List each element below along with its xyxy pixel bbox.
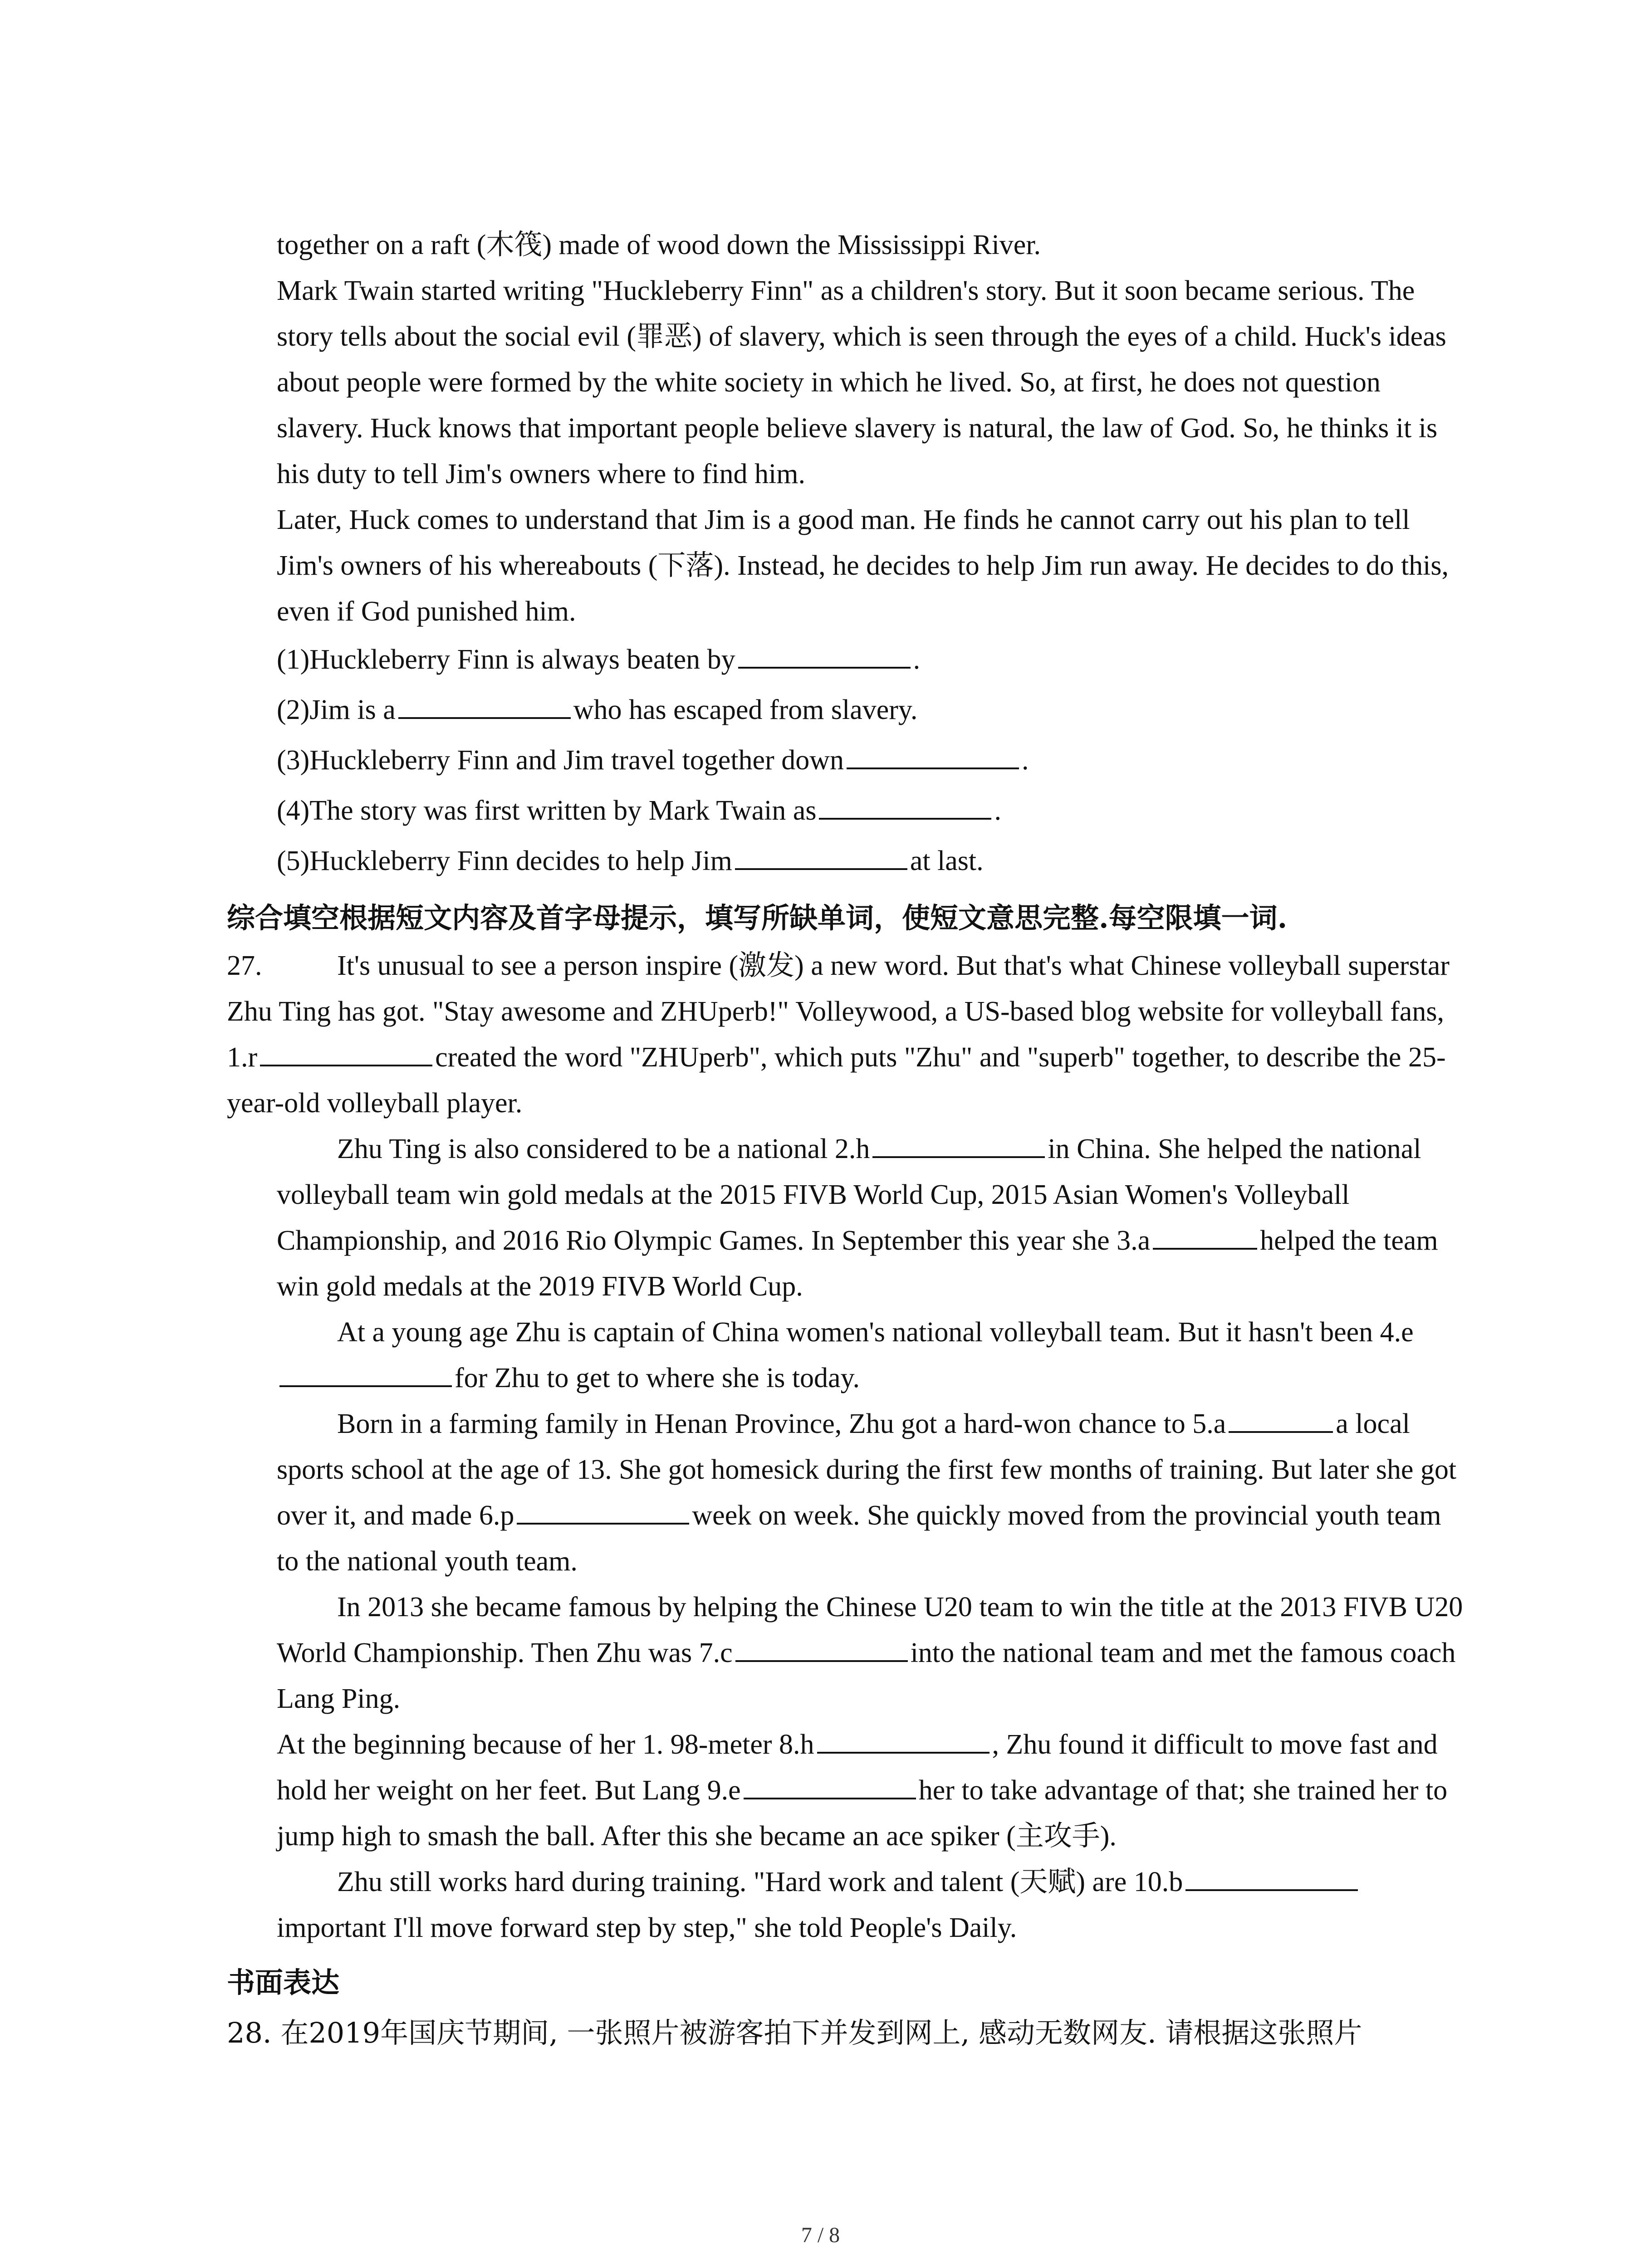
cloze-text: week on week. She quickly moved from the provincial youth team to the national youth team. [277,1500,1441,1577]
cloze-text: helped the team win gold medals at the 2019 FIVB World Cup. [277,1225,1438,1302]
cloze-paragraph-3 [277,1310,1465,1401]
question-number: 28. [227,2016,272,2049]
answer-blank-4[interactable] [279,1359,452,1387]
passage-paragraph-2: Mark Twain started writing "Huckleberry Finn" as a children's story. But it soon became serious. The story tells about the social evil (罪恶) of slavery, which is seen through the eyes of a child. Huck's ideas about people were formed by the white society in which he lived. So, at first, he does not question slavery. Huck knows that important people believe slavery is natural, the law of God. So, he thinks it is his duty to tell Jim's owners where to find him. [277,275,1446,489]
answer-blank-10[interactable] [1185,1863,1358,1891]
cloze-text: for Zhu to get to where she is today. [455,1363,860,1393]
question-5 [277,836,1465,886]
question-text: (4)The story was first written by Mark Twain as [277,795,817,826]
cloze-text: her to take advantage of that; she trained her to jump high to smash the ball. After this she became an ace spiker (主攻手). [277,1775,1448,1852]
question-text: (5)Huckleberry Finn decides to help Jim [277,846,732,876]
question-text: (3)Huckleberry Finn and Jim travel together down [277,745,844,776]
cloze-paragraph-1 [227,943,1465,1126]
answer-blank-6[interactable] [517,1496,689,1525]
answer-blank-1[interactable] [260,1038,432,1066]
question-text: . [994,795,1001,826]
answer-blank[interactable] [398,691,571,719]
answer-blank-8[interactable] [817,1725,989,1754]
question-text: at last. [910,846,984,876]
section-heading-writing: 书面表达 [227,1966,340,1999]
writing-prompt-text: 在2019年国庆节期间, 一张照片被游客拍下并发到网上, 感动无数网友. 请根据这张照片 [280,2016,1362,2049]
cloze-text: Zhu still works hard during training. "Hard work and talent (天赋) are 10.b [337,1867,1183,1897]
question-2 [277,685,1465,735]
answer-blank[interactable] [735,842,907,870]
passage-paragraph-1: together on a raft (木筏) made of wood down the Mississippi River. [277,230,1041,260]
writing-prompt [227,2008,1465,2058]
question-text: (2)Jim is a [277,694,396,725]
question-text: (1)Huckleberry Finn is always beaten by [277,644,735,675]
cloze-text: a local sports school at the age of 13. She got homesick during the first few months of training. But later she got over it, and made 6.p [277,1408,1457,1531]
question-text: who has escaped from slavery. [573,694,918,725]
answer-blank-3[interactable] [1153,1222,1257,1250]
answer-blank[interactable] [847,741,1019,769]
cloze-paragraph-7 [277,1859,1465,1951]
section-heading-cloze: 综合填空根据短文内容及首字母提示，填写所缺单词，使短文意思完整.每空限填一词. [227,901,1288,934]
cloze-paragraph-6 [277,1722,1465,1859]
cloze-text: At a young age Zhu is captain of China women's national volleyball team. But it hasn't been 4.e [337,1317,1414,1348]
cloze-text: It's unusual to see a person inspire (激发) a new word. But that's what Chinese volleyball superstar Zhu Ting has got. "Stay awesome and ZHUperb!" Volleywood, a US-based blog website for volleyball fans, 1.r [227,950,1450,1073]
answer-blank[interactable] [738,640,911,669]
answer-blank-7[interactable] [735,1634,908,1662]
cloze-text: into the national team and met the famous coach Lang Ping. [277,1637,1456,1714]
cloze-text: created the word "ZHUperb", which puts "Zhu" and "superb" together, to describe the 25-year-old volleyball player. [227,1042,1446,1119]
cloze-text: important I'll move forward step by step," she told People's Daily. [277,1912,1017,1943]
cloze-paragraph-4 [277,1401,1465,1584]
passage-paragraph-3: Later, Huck comes to understand that Jim is a good man. He finds he cannot carry out his plan to tell Jim's owners of his whereabouts (下落). Instead, he decides to help Jim run away. He decides to do this, even if God punished him. [277,504,1449,627]
question-3 [277,735,1465,786]
cloze-text: Zhu Ting is also considered to be a national 2.h [337,1134,870,1164]
answer-blank-9[interactable] [744,1771,916,1799]
cloze-paragraph-2 [277,1126,1465,1310]
question-1 [277,635,1465,685]
question-number: 27. [227,950,262,981]
cloze-text: Born in a farming family in Henan Province, Zhu got a hard-won chance to 5.a [337,1408,1226,1439]
question-text: . [913,644,921,675]
cloze-text: At the beginning because of her 1. 98-meter 8.h [277,1729,814,1760]
answer-blank[interactable] [819,792,991,820]
cloze-text: , Zhu found it difficult to move fast and hold her weight on her feet. But Lang 9.e [277,1729,1438,1806]
page-content [227,222,1465,2058]
cloze-paragraph-5 [277,1584,1465,1722]
question-4 [277,786,1465,836]
answer-blank-2[interactable] [872,1130,1045,1158]
answer-blank-5[interactable] [1229,1405,1333,1433]
question-text: . [1022,745,1029,776]
page-number: 7 / 8 [801,2223,840,2247]
cloze-text: in China. She helped the national volleyball team win gold medals at the 2015 FIVB World Cup, 2015 Asian Women's Volleyball Championship, and 2016 Rio Olympic Games. In September this year she 3.a [277,1134,1421,1256]
cloze-text: In 2013 she became famous by helping the Chinese U20 team to win the title at the 2013 FIVB U20 World Championship. Then Zhu was 7.c [277,1592,1463,1668]
